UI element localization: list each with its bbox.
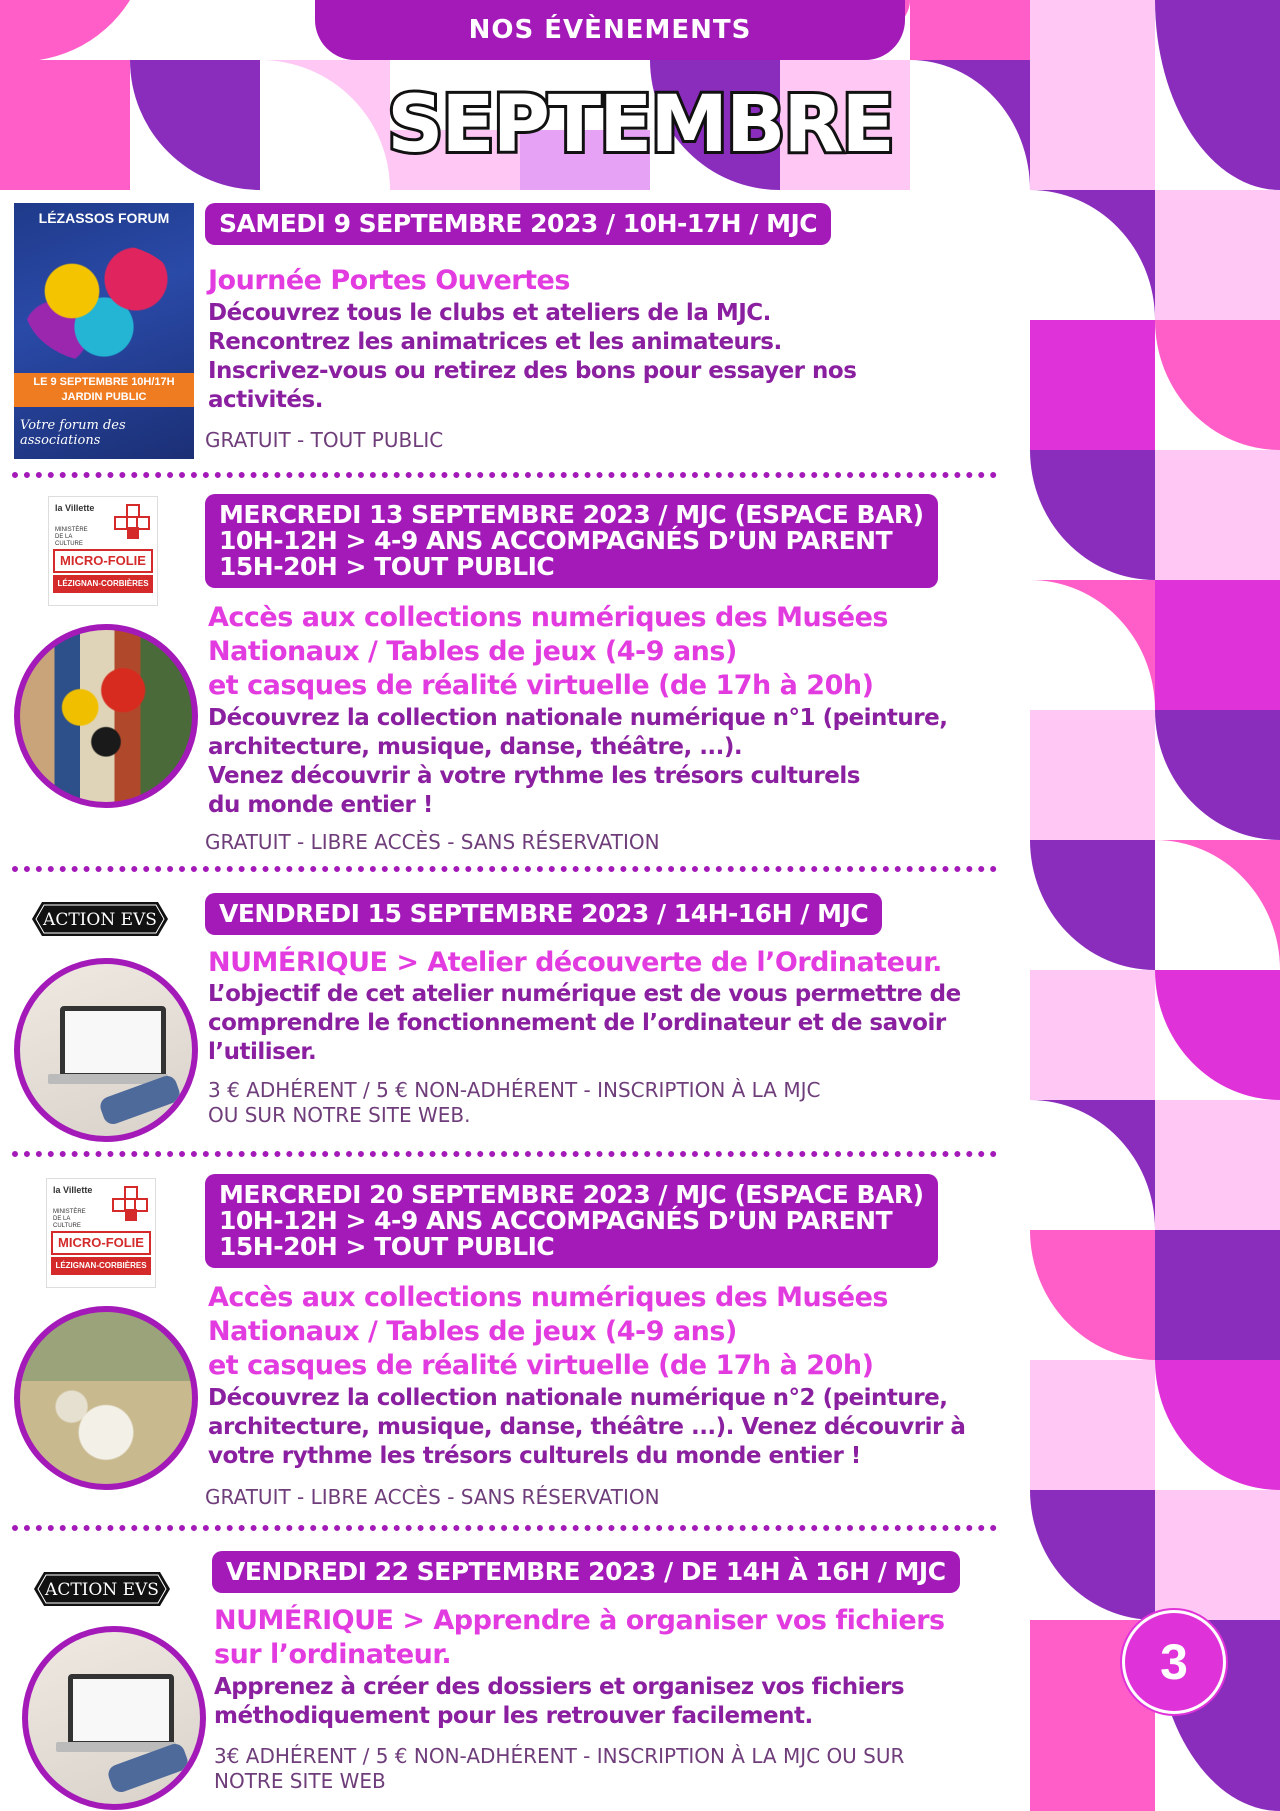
logo-city: LÉZIGNAN-CORBIÈRES [53, 575, 153, 593]
event-1-desc-line: Découvrez tous le clubs et ateliers de la MJC. [208, 300, 771, 326]
poster-title: LÉZASSOS FORUM [38, 210, 170, 226]
divider [12, 866, 997, 872]
event-4-date-line: 15H-20H > TOUT PUBLIC [219, 1232, 555, 1261]
event-3-description [208, 980, 961, 1067]
event-1-title [208, 264, 570, 298]
degas-painting-image [14, 1306, 198, 1490]
divider [12, 1151, 997, 1157]
event-2-title-line: Accès aux collections numériques des Musées [208, 602, 888, 633]
poster-footer: Votre forum des associations [20, 418, 126, 448]
event-1-desc-line: Inscrivez-vous ou retirez des bons pour essayer nos [208, 358, 857, 384]
event-2-date-bar [205, 494, 938, 588]
divider [12, 1525, 997, 1531]
microfolie-logo [46, 1178, 156, 1288]
event-4-title-line: Accès aux collections numériques des Musées [208, 1282, 888, 1313]
event-5-date-bar [212, 1551, 960, 1593]
action-evs-badge [32, 902, 168, 936]
divider [12, 472, 997, 478]
event-2-desc-line: Découvrez la collection nationale numérique n°1 (peinture, [208, 705, 948, 731]
forum-poster-image [14, 203, 194, 459]
action-evs-badge [34, 1572, 170, 1606]
leger-painting-image [14, 624, 198, 808]
laptop-screen [68, 1674, 174, 1746]
right-decorative-column [1030, 0, 1280, 1811]
event-5-title-line: NUMÉRIQUE > Apprendre à organiser vos fichiers [214, 1605, 945, 1636]
logo-ministry-text: MINISTÈRE DE LA CULTURE [53, 1209, 86, 1229]
event-4-title [208, 1281, 888, 1383]
event-2-title-line: Nationaux / Tables de jeux (4-9 ans) [208, 636, 737, 667]
event-3-title-line: NUMÉRIQUE > Atelier découverte de l’Ordinateur. [208, 947, 942, 978]
header-tab [315, 0, 905, 60]
event-3-desc-line: comprendre le fonctionnement de l’ordinateur et de savoir [208, 1010, 946, 1036]
event-2-date-line: MERCREDI 13 SEPTEMBRE 2023 / MJC (ESPACE BAR) [219, 500, 924, 529]
event-5-desc-line: méthodiquement pour les retrouver facilement. [214, 1703, 813, 1729]
event-4-desc-line: architecture, musique, danse, théâtre ...). Venez découvrir à [208, 1414, 966, 1440]
laptop-screen [60, 1006, 166, 1078]
event-4-title-line: et casques de réalité virtuelle (de 17h à 20h) [208, 1350, 874, 1381]
logo-villette-text: la Villette [55, 503, 95, 513]
event-3-price-line: 3 € ADHÉRENT / 5 € NON-ADHÉRENT - INSCRIPTION À LA MJC [208, 1078, 821, 1102]
event-2-title-line: et casques de réalité virtuelle (de 17h à 20h) [208, 670, 874, 701]
header-label: NOS ÉVÈNEMENTS [468, 15, 752, 45]
event-2-date-line: 15H-20H > TOUT PUBLIC [219, 552, 555, 581]
event-5-title-line: sur l’ordinateur. [214, 1639, 452, 1670]
event-1-title-line: Journée Portes Ouvertes [208, 265, 570, 296]
event-1-price-line: GRATUIT - TOUT PUBLIC [205, 428, 444, 452]
event-1-date-bar [205, 203, 831, 245]
cubes-icon [113, 503, 151, 541]
laptop-photo-image [22, 1626, 206, 1810]
event-1-desc-line: Rencontrez les animatrices et les animateurs. [208, 329, 782, 355]
logo-name: MICRO-FOLIE [53, 549, 153, 573]
logo-city: LÉZIGNAN-CORBIÈRES [51, 1257, 151, 1275]
event-4-price-line: GRATUIT - LIBRE ACCÈS - SANS RÉSERVATION [205, 1485, 660, 1509]
logo-name: MICRO-FOLIE [51, 1231, 151, 1255]
event-2-desc-line: Venez découvrir à votre rythme les trésors culturels [208, 763, 860, 789]
geometric-pattern-right [1030, 0, 1280, 1811]
logo-villette-text: la Villette [53, 1185, 93, 1195]
badge-label: ACTION EVS [43, 910, 157, 930]
event-5-title [214, 1604, 945, 1672]
laptop-photo-image [14, 958, 198, 1142]
page-number: 3 [1122, 1610, 1226, 1714]
event-1-desc-line: activités. [208, 387, 323, 413]
event-4-desc-line: Découvrez la collection nationale numérique n°2 (peinture, [208, 1385, 948, 1411]
logo-ministry-text: MINISTÈRE DE LA CULTURE [55, 527, 88, 547]
event-3-date: VENDREDI 15 SEPTEMBRE 2023 / 14H-16H / MJC [219, 899, 869, 928]
event-4-price [205, 1485, 660, 1510]
month-title: SEPTEMBRE [387, 80, 893, 170]
event-2-desc-line: du monde entier ! [208, 792, 433, 818]
event-5-date: VENDREDI 22 SEPTEMBRE 2023 / DE 14H À 16H / MJC [226, 1557, 946, 1586]
event-5-price [214, 1744, 904, 1794]
poster-splash-art [24, 243, 184, 363]
badge-label: ACTION EVS [45, 1580, 159, 1600]
microfolie-logo [48, 496, 158, 606]
poster-band: LE 9 SEPTEMBRE 10H/17H JARDIN PUBLIC [14, 373, 194, 407]
event-5-description [214, 1673, 904, 1731]
event-3-date-bar [205, 893, 882, 935]
event-2-price-line: GRATUIT - LIBRE ACCÈS - SANS RÉSERVATION [205, 830, 660, 854]
event-5-price-line: NOTRE SITE WEB [214, 1769, 386, 1793]
event-2-desc-line: architecture, musique, danse, théâtre, ...). [208, 734, 743, 760]
event-2-title [208, 601, 888, 703]
event-4-date-bar [205, 1174, 938, 1268]
event-4-desc-line: votre rythme les trésors culturels du monde entier ! [208, 1443, 861, 1469]
event-3-desc-line: l’utiliser. [208, 1039, 317, 1065]
event-2-description [208, 704, 947, 820]
cubes-icon [111, 1185, 149, 1223]
event-2-date-line: 10H-12H > 4-9 ANS ACCOMPAGNÉS D’UN PARENT [219, 526, 893, 555]
event-1-price [205, 428, 443, 453]
event-2-price [205, 830, 660, 855]
event-3-price-line: OU SUR NOTRE SITE WEB. [208, 1103, 471, 1127]
event-3-price [208, 1078, 820, 1128]
event-4-date-line: MERCREDI 20 SEPTEMBRE 2023 / MJC (ESPACE BAR) [219, 1180, 924, 1209]
event-5-price-line: 3€ ADHÉRENT / 5 € NON-ADHÉRENT - INSCRIPTION À LA MJC OU SUR [214, 1744, 905, 1768]
event-1-date: SAMEDI 9 SEPTEMBRE 2023 / 10H-17H / MJC [219, 209, 818, 238]
event-4-description [208, 1384, 965, 1471]
event-4-title-line: Nationaux / Tables de jeux (4-9 ans) [208, 1316, 737, 1347]
event-3-title [208, 946, 942, 980]
event-1-description [208, 299, 856, 415]
event-3-desc-line: L’objectif de cet atelier numérique est de vous permettre de [208, 981, 961, 1007]
event-4-date-line: 10H-12H > 4-9 ANS ACCOMPAGNÉS D’UN PARENT [219, 1206, 893, 1235]
event-5-desc-line: Apprenez à créer des dossiers et organisez vos fichiers [214, 1674, 905, 1700]
